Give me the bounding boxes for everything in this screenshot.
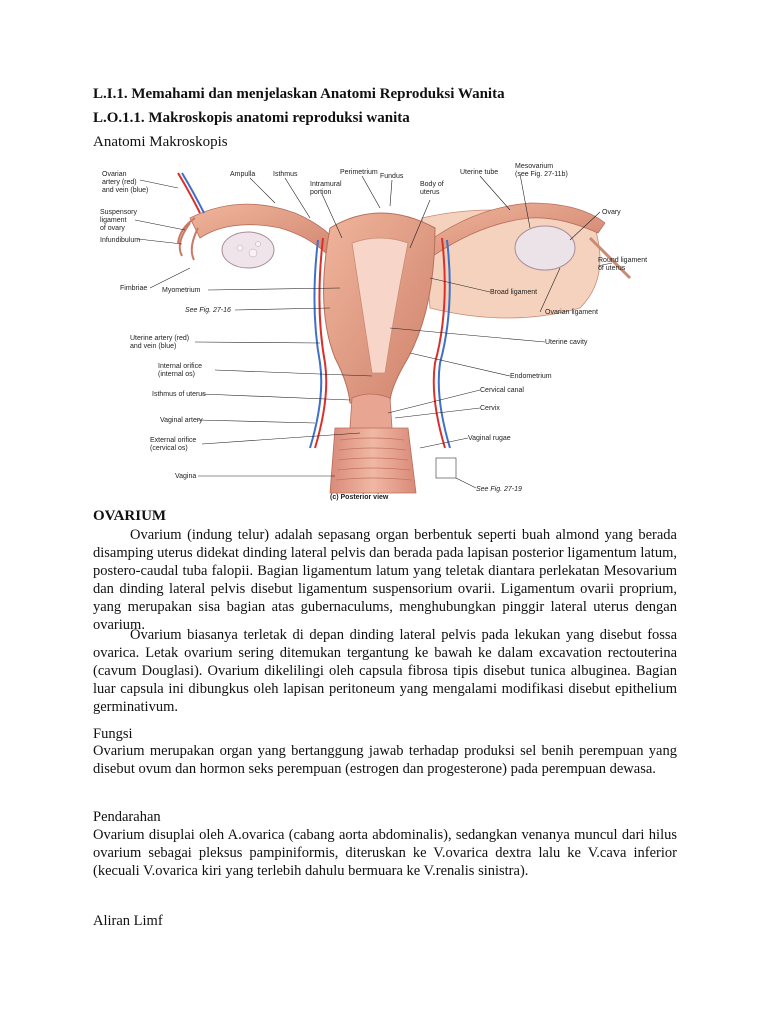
svg-text:Suspensoryligamentof ovary: Suspensory ligament of ovary bbox=[100, 209, 137, 232]
uterine-cavity-label: Uterine cavity bbox=[545, 339, 588, 346]
svg-text:Ovarianartery (red)and vein (b: Ovarian artery (red) and vein (blue) bbox=[102, 171, 149, 194]
svg-text:Round ligamentof uterus: Round ligament of uterus bbox=[598, 257, 648, 272]
ovarian-ligament-label: Ovarian ligament bbox=[545, 309, 598, 316]
myometrium-label: Myometrium bbox=[162, 287, 201, 294]
aliran-limf-heading: Aliran Limf bbox=[93, 913, 163, 929]
ovarium-heading: OVARIUM bbox=[93, 508, 167, 524]
see-fig-27-19-label: See Fig. 27-19 bbox=[476, 486, 522, 493]
svg-text:Body ofuterus: Body of uterus bbox=[420, 181, 444, 196]
vaginal-rugae-label: Vaginal rugae bbox=[468, 435, 511, 442]
infundibulum-label: Infundibulum bbox=[100, 237, 141, 244]
female-reproductive-anatomy-illustration bbox=[90, 158, 650, 504]
ovarium-paragraph-2: Ovarium biasanya terletak di depan dinding lateral pelvis pada lekukan yang disebut fossa ovarica. Letak ovarium sering ditemukan tergantung ke bawah ke dalam excavation rectouterina (cavum Douglasi). Ovarium dikelilingi oleh capsula fibrosa tipis disebut tunica albuginea. Bagian luar capsula ini dibungkus oleh lapisan peritoneum yang mengalami modifikasi disebut epithelium germinativum. bbox=[93, 627, 677, 715]
cervical-canal-label: Cervical canal bbox=[480, 387, 524, 394]
left-ovary-shape bbox=[222, 232, 274, 268]
figure-caption: (c) Posterior view bbox=[330, 494, 389, 501]
ampulla-label: Ampulla bbox=[230, 171, 256, 178]
mesovarium-label: Mesovarium bbox=[515, 163, 554, 170]
fungsi-paragraph: Ovarium merupakan organ yang bertanggung jawab terhadap produksi sel benih perempuan yang disebut ovum dan hormon seks perempuan (estrogen dan progesterone) pada perempuan dewasa. bbox=[93, 743, 677, 777]
ovarian-artery-label-1: Ovarian bbox=[102, 171, 127, 178]
svg-text:Internal orifice(internal os): Internal orifice (internal os) bbox=[158, 363, 202, 378]
body-of-uterus-label: Body of bbox=[420, 181, 444, 188]
endometrium-label: Endometrium bbox=[510, 373, 552, 380]
perimetrium-label: Perimetrium bbox=[340, 169, 378, 176]
broad-ligament-label: Broad ligament bbox=[490, 289, 538, 296]
svg-text:Uterine artery (red)and vein (: Uterine artery (red) and vein (blue) bbox=[130, 335, 190, 350]
pendarahan-paragraph: Ovarium disuplai oleh A.ovarica (cabang aorta abdominalis), sedangkan venanya muncul dari hilus ovarium sebagai pleksus pampiniformis, diteruskan ke V.ovarica dextra lalu ke V.cava inferior (kecuali V.ovarica kiri yang terlebih dahulu bermuara ke V.renalis sinistra). bbox=[93, 827, 677, 879]
suspensory-ligament-label: Suspensory bbox=[100, 209, 137, 216]
right-ovary-shape bbox=[515, 226, 575, 270]
section-subheading: Anatomi Makroskopis bbox=[93, 134, 228, 150]
fimbriae-label: Fimbriae bbox=[120, 285, 148, 292]
intramural-label: Intramural bbox=[310, 181, 342, 188]
ovarium-paragraph-1: Ovarium (indung telur) adalah sepasang organ berbentuk seperti buah almond yang berada disamping uterus didekat dinding lateral pelvis dan berada pada lapisan posterior ligamentum latum, postero-caudal tuba falopii. Bagian ligamentum latum yang teletak diantara perlekatan Mesovarium dan dinding lateral pelvis disebut ligamentum suspensorium ovarii. Ligamentum ovarii proprium, yang merupakan sisa bagian atas gubernaculums, menghubungkan pinggir lateral uterus dengan ovarium. bbox=[93, 527, 677, 633]
svg-text:Intramuralportion: Intramural portion bbox=[310, 181, 342, 196]
fungsi-heading: Fungsi bbox=[93, 726, 133, 742]
uterine-artery-label: Uterine artery (red) bbox=[130, 335, 190, 342]
uterine-tube-label: Uterine tube bbox=[460, 169, 499, 176]
ovary-label: Ovary bbox=[602, 209, 621, 216]
anatomy-figure bbox=[90, 158, 650, 504]
fundus-label: Fundus bbox=[380, 173, 404, 180]
internal-orifice-label: Internal orifice bbox=[158, 363, 202, 370]
svg-text:Mesovarium(see Fig. 27-11b): Mesovarium (see Fig. 27-11b) bbox=[515, 163, 568, 178]
vagina-label: Vagina bbox=[175, 473, 197, 480]
svg-text:External orifice(cervical os): External orifice (cervical os) bbox=[150, 437, 197, 452]
see-fig-27-16-label: See Fig. 27-16 bbox=[185, 307, 231, 314]
cervix-shape bbox=[350, 394, 392, 431]
external-orifice-label: External orifice bbox=[150, 437, 197, 444]
isthmus-label: Isthmus bbox=[273, 171, 298, 178]
vaginal-artery-label: Vaginal artery bbox=[160, 417, 203, 424]
pendarahan-heading: Pendarahan bbox=[93, 809, 161, 825]
round-ligament-label: Round ligament bbox=[598, 257, 648, 264]
isthmus-of-uterus-label: Isthmus of uterus bbox=[152, 391, 206, 398]
learning-outcome-heading: L.O.1.1. Makroskopis anatomi reproduksi wanita bbox=[93, 110, 410, 126]
cervix-label: Cervix bbox=[480, 405, 500, 412]
learning-objective-heading: L.I.1. Memahami dan menjelaskan Anatomi Reproduksi Wanita bbox=[93, 86, 505, 102]
